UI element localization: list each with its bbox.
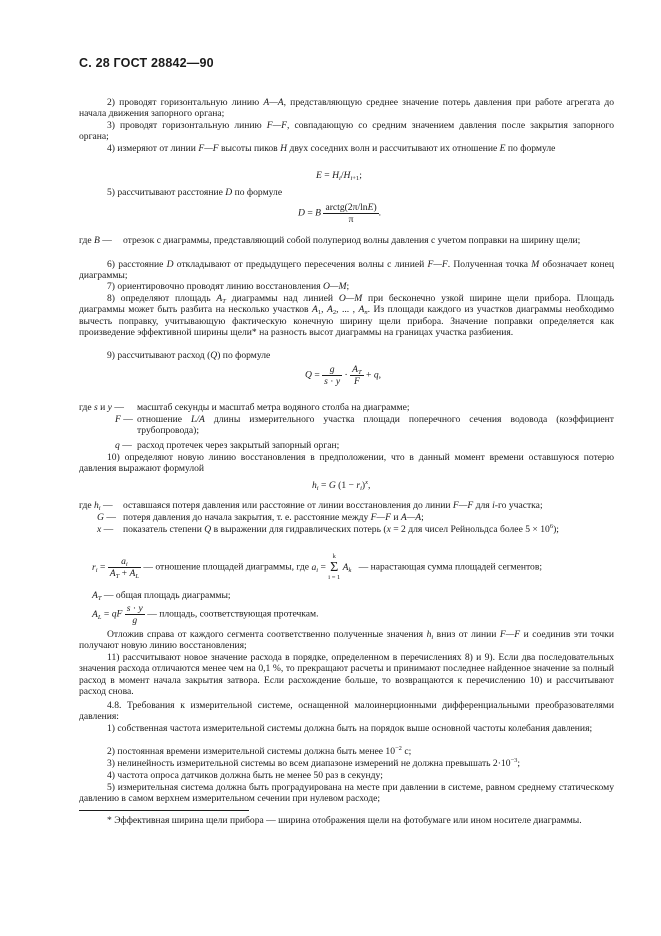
def-q: q — расход протечек через закрытый запорный орган;: [115, 440, 340, 451]
req-4: 4) частота опроса датчиков должна быть не менее 50 раз в секунду;: [107, 770, 383, 781]
def-h: где $h_i$ — оставшаяся потеря давления или расстояние от линии восстановления до линии F—F для i-го участка;: [79, 500, 543, 512]
item-4: 4) измеряют от линии F—F высоты пиков Н двух соседних волн и рассчитывают их отношение Е по формуле: [107, 143, 556, 154]
formula-AL: $A_L$ = qF $\frac{s \cdot y}{g}$ — площадь, соответствующая протечкам.: [92, 603, 319, 626]
req-1: 1) собственная частота измерительной системы должна быть на порядок выше основной частоты колебания давления;: [107, 723, 593, 734]
item-5: 5) рассчитывают расстояние D по формуле: [107, 187, 283, 198]
def-x: x — показатель степени Q в выражении для гидравлических потерь (x = 2 для чисел Рейнольдса более $5 \times 10^6$);: [97, 523, 559, 535]
item-2: 2) проводят горизонтальную линию А—А, представляющую среднее значение потерь давления при работе агрегата до начала движения запорного органа;: [79, 97, 614, 120]
footnote: * Эффективная ширина щели прибора — ширина отображения щели на фотобумаге или ином носителе диаграммы.: [107, 815, 582, 826]
def-F: F — отношение L/A длины измерительного участка площади поперечного сечения водовода (коэффициент трубопровода);: [115, 414, 614, 437]
item-10: 10) определяют новую линию восстановления в предположении, что в данный момент времени оставшуюся потерю давления выражают формулой: [79, 452, 614, 475]
formula-Q: Q = $\frac{g}{s \cdot y}$ · $\frac{A_T}{F}$ + q,: [305, 364, 382, 387]
item-6: 6) расстояние D откладывают от предыдущего пересечения волны с линией F—F. Полученная точка М обозначает конец диаграммы;: [79, 259, 614, 282]
item-7: 7) ориентировочно проводят линию восстановления О—М;: [107, 281, 350, 292]
def-s-y: где s и y — масштаб секунды и масштаб метра водяного столба на диаграмме;: [79, 402, 410, 413]
req-2: 2) постоянная времени измерительной системы должна быть менее $10^{-2}$ с;: [107, 745, 412, 757]
item-9: 9) рассчитывают расход (Q) по формуле: [107, 350, 271, 361]
formula-r: $r_i$ = $\frac{a_i}{A_T + A_L}$ — отношение площадей диаграммы, где $a_i = k$ Σ i = 1 $A_k$ — нарастающая сумма площадей сегментов;: [92, 553, 543, 581]
page-header: С. 28 ГОСТ 28842—90: [79, 56, 214, 70]
formula-D: D = B $\frac{\text{arctg(2π/lnE)}}{\pi}$ .: [298, 202, 382, 225]
def-AT: $A_T$ — общая площадь диаграммы;: [92, 590, 231, 602]
req-5: 5) измерительная система должна быть проградуирована на месте при давлении в системе, равном среднему статическому давлению в самом верхнем измерительном сечении при нулевом расходе;: [79, 782, 614, 805]
def-G: G — потеря давления до начала закрытия, т. е. расстояние между F—F и А—А;: [97, 512, 424, 523]
req-3: 3) нелинейность измерительной системы во всем диапазоне измерений не должна превышать $2\cdot 10^{-3}$;: [107, 757, 521, 769]
formula-h: $h_i = G$ $(1 - r_i)^x$,: [312, 479, 371, 492]
item-8: 8) определяют площадь $A_T$ диаграммы над линией О—М при бесконечно узкой ширине щели прибора. Площадь диаграммы может быть разбита на несколько участков $A_1$, $A_2$, ... , $A_n$. Из площади каждого из участков диаграммы необходимо вычесть поправку, учитывающую фактическую конечную ширину щели прибора. Значение поправки определяется как произведение эффективной ширины щели* на разность высот диаграммы на границах участка разбиения.: [79, 293, 615, 338]
item-11: 11) рассчитывают новое значение расхода в порядке, определенном в перечислениях 8) и 9). Если два последовательных значения расхода отличаются менее чем на 0,1 %, то прекращают расчеты и принимают последнее найденное значение за полный расход в момент начала закрытия затвора. Если расхождение больше, то возвращаются к перечислению 10) и рассчитывают расход снова.: [79, 652, 614, 697]
section-4-8: 4.8. Требования к измерительной системе, оснащенной малоинерционными дифференциальными преобразователями давления:: [79, 700, 614, 723]
footnote-rule: [79, 810, 249, 811]
def-B: где B — отрезок с диаграммы, представляющий собой полупериод волны давления с учетом поправки на ширину щели;: [79, 235, 581, 246]
paragraph-new-line: Отложив справа от каждого сегмента соответственно полученные значения $h_i$ вниз от линии F—F и соединив эти точки получают новую линию восстановления;: [79, 629, 614, 652]
formula-E: $E = H_i/H_{i+1}$;: [316, 170, 362, 182]
item-3: 3) проводят горизонтальную линию F—F, совпадающую со средним значением давления после закрытия запорного органа;: [79, 120, 614, 143]
